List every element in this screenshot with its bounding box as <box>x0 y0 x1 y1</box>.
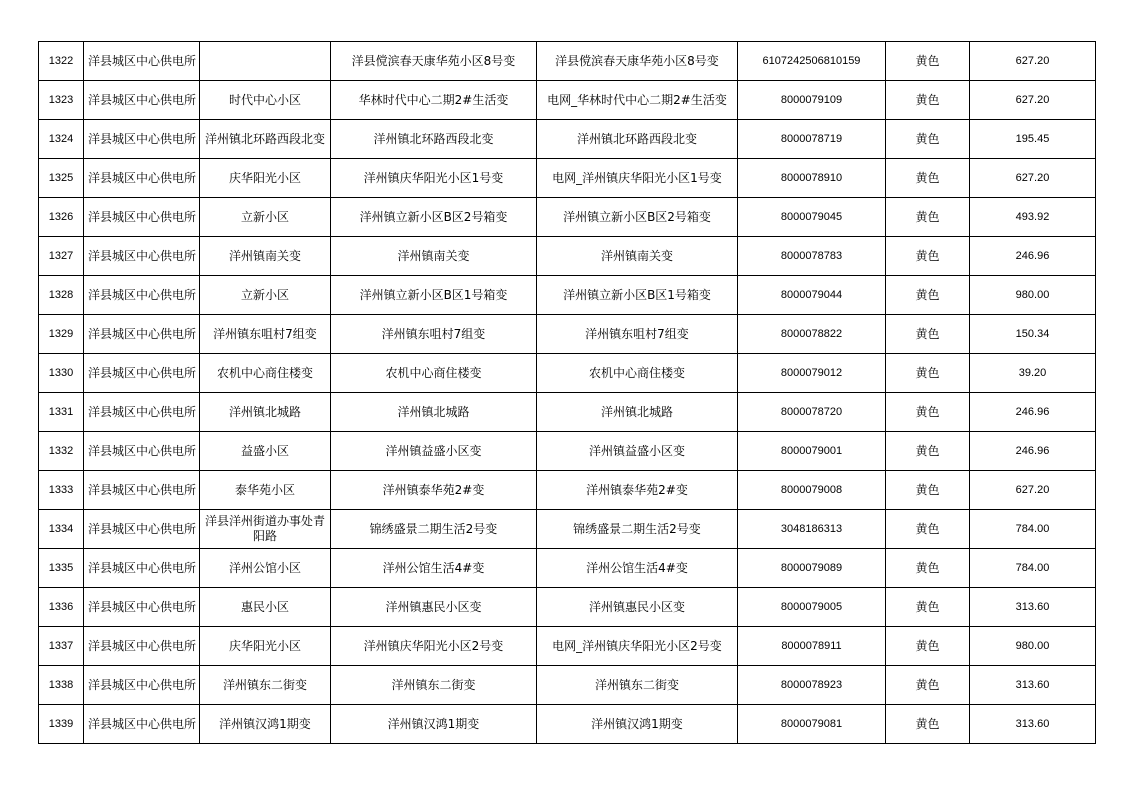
table-row <box>39 588 1096 627</box>
row-number-cell: 1337 <box>39 627 84 666</box>
account-cell: 洋州镇立新小区B区1号箱变 <box>537 276 738 315</box>
table-row <box>39 120 1096 159</box>
transformer-cell: 锦绣盛景二期生活2号变 <box>331 510 537 549</box>
code-cell: 8000079109 <box>738 81 886 120</box>
amount-cell: 150.34 <box>970 315 1096 354</box>
account-cell: 洋州公馆生活4#变 <box>537 549 738 588</box>
row-number-cell: 1323 <box>39 81 84 120</box>
unit-cell: 洋县城区中心供电所 <box>84 510 200 549</box>
account-cell: 电网_洋州镇庆华阳光小区2号变 <box>537 627 738 666</box>
table-row <box>39 666 1096 705</box>
unit-cell: 洋县城区中心供电所 <box>84 354 200 393</box>
area-cell: 庆华阳光小区 <box>200 627 331 666</box>
table-row <box>39 315 1096 354</box>
area-cell: 立新小区 <box>200 198 331 237</box>
color-cell: 黄色 <box>886 42 970 81</box>
amount-cell: 246.96 <box>970 432 1096 471</box>
row-number-cell: 1328 <box>39 276 84 315</box>
transformer-cell: 洋州镇立新小区B区2号箱变 <box>331 198 537 237</box>
table-row <box>39 432 1096 471</box>
account-cell: 农机中心商住楼变 <box>537 354 738 393</box>
code-cell: 8000079012 <box>738 354 886 393</box>
transformer-cell: 洋州镇南关变 <box>331 237 537 276</box>
account-cell: 电网_华林时代中心二期2#生活变 <box>537 81 738 120</box>
table-row <box>39 393 1096 432</box>
color-cell: 黄色 <box>886 432 970 471</box>
unit-cell: 洋县城区中心供电所 <box>84 315 200 354</box>
row-number-cell: 1335 <box>39 549 84 588</box>
area-cell: 洋县洋州街道办事处青阳路 <box>200 510 331 549</box>
unit-cell: 洋县城区中心供电所 <box>84 81 200 120</box>
row-number-cell: 1338 <box>39 666 84 705</box>
code-cell: 8000078923 <box>738 666 886 705</box>
transformer-cell: 农机中心商住楼变 <box>331 354 537 393</box>
table-row <box>39 276 1096 315</box>
account-cell: 洋州镇东二街变 <box>537 666 738 705</box>
row-number-cell: 1327 <box>39 237 84 276</box>
row-number-cell: 1332 <box>39 432 84 471</box>
transformer-cell: 洋州镇汉鸿1期变 <box>331 705 537 744</box>
account-cell: 电网_洋州镇庆华阳光小区1号变 <box>537 159 738 198</box>
transformer-cell: 洋州镇立新小区B区1号箱变 <box>331 276 537 315</box>
account-cell: 洋州镇东咀村7组变 <box>537 315 738 354</box>
row-number-cell: 1339 <box>39 705 84 744</box>
unit-cell: 洋县城区中心供电所 <box>84 159 200 198</box>
color-cell: 黄色 <box>886 549 970 588</box>
code-cell: 8000079008 <box>738 471 886 510</box>
amount-cell: 313.60 <box>970 705 1096 744</box>
transformer-cell: 洋州镇北环路西段北变 <box>331 120 537 159</box>
area-cell: 洋州镇南关变 <box>200 237 331 276</box>
code-cell: 6107242506810159 <box>738 42 886 81</box>
unit-cell: 洋县城区中心供电所 <box>84 588 200 627</box>
table-row <box>39 471 1096 510</box>
code-cell: 8000079005 <box>738 588 886 627</box>
amount-cell: 980.00 <box>970 627 1096 666</box>
transformer-cell: 洋州镇庆华阳光小区1号变 <box>331 159 537 198</box>
amount-cell: 980.00 <box>970 276 1096 315</box>
code-cell: 8000079045 <box>738 198 886 237</box>
row-number-cell: 1336 <box>39 588 84 627</box>
code-cell: 8000078783 <box>738 237 886 276</box>
amount-cell: 627.20 <box>970 471 1096 510</box>
row-number-cell: 1322 <box>39 42 84 81</box>
color-cell: 黄色 <box>886 159 970 198</box>
transformer-cell: 洋县傥滨春天康华苑小区8号变 <box>331 42 537 81</box>
row-number-cell: 1324 <box>39 120 84 159</box>
table-body <box>39 42 1096 744</box>
amount-cell: 246.96 <box>970 393 1096 432</box>
table-row <box>39 705 1096 744</box>
code-cell: 8000078822 <box>738 315 886 354</box>
unit-cell: 洋县城区中心供电所 <box>84 393 200 432</box>
code-cell: 8000079044 <box>738 276 886 315</box>
amount-cell: 627.20 <box>970 42 1096 81</box>
color-cell: 黄色 <box>886 705 970 744</box>
row-number-cell: 1325 <box>39 159 84 198</box>
transformer-cell: 华林时代中心二期2#生活变 <box>331 81 537 120</box>
transformer-cell: 洋州镇庆华阳光小区2号变 <box>331 627 537 666</box>
area-cell: 惠民小区 <box>200 588 331 627</box>
unit-cell: 洋县城区中心供电所 <box>84 198 200 237</box>
area-cell: 泰华苑小区 <box>200 471 331 510</box>
code-cell: 8000078910 <box>738 159 886 198</box>
row-number-cell: 1326 <box>39 198 84 237</box>
unit-cell: 洋县城区中心供电所 <box>84 120 200 159</box>
transformer-cell: 洋州镇益盛小区变 <box>331 432 537 471</box>
amount-cell: 246.96 <box>970 237 1096 276</box>
unit-cell: 洋县城区中心供电所 <box>84 237 200 276</box>
unit-cell: 洋县城区中心供电所 <box>84 276 200 315</box>
account-cell: 洋州镇南关变 <box>537 237 738 276</box>
unit-cell: 洋县城区中心供电所 <box>84 549 200 588</box>
area-cell: 洋州镇北城路 <box>200 393 331 432</box>
table-row <box>39 237 1096 276</box>
row-number-cell: 1329 <box>39 315 84 354</box>
row-number-cell: 1330 <box>39 354 84 393</box>
amount-cell: 493.92 <box>970 198 1096 237</box>
table-row <box>39 549 1096 588</box>
unit-cell: 洋县城区中心供电所 <box>84 432 200 471</box>
account-cell: 锦绣盛景二期生活2号变 <box>537 510 738 549</box>
account-cell: 洋州镇北环路西段北变 <box>537 120 738 159</box>
account-cell: 洋州镇汉鸿1期变 <box>537 705 738 744</box>
amount-cell: 39.20 <box>970 354 1096 393</box>
color-cell: 黄色 <box>886 315 970 354</box>
color-cell: 黄色 <box>886 666 970 705</box>
table-row <box>39 198 1096 237</box>
color-cell: 黄色 <box>886 471 970 510</box>
color-cell: 黄色 <box>886 276 970 315</box>
transformer-cell: 洋州镇东二街变 <box>331 666 537 705</box>
code-cell: 8000079081 <box>738 705 886 744</box>
account-cell: 洋县傥滨春天康华苑小区8号变 <box>537 42 738 81</box>
color-cell: 黄色 <box>886 588 970 627</box>
transformer-cell: 洋州公馆生活4#变 <box>331 549 537 588</box>
code-cell: 8000078720 <box>738 393 886 432</box>
amount-cell: 627.20 <box>970 159 1096 198</box>
row-number-cell: 1331 <box>39 393 84 432</box>
table-row <box>39 81 1096 120</box>
table-row <box>39 159 1096 198</box>
color-cell: 黄色 <box>886 354 970 393</box>
transformer-cell: 洋州镇泰华苑2#变 <box>331 471 537 510</box>
area-cell <box>200 42 331 81</box>
area-cell: 农机中心商住楼变 <box>200 354 331 393</box>
table-row <box>39 627 1096 666</box>
unit-cell: 洋县城区中心供电所 <box>84 627 200 666</box>
unit-cell: 洋县城区中心供电所 <box>84 705 200 744</box>
area-cell: 立新小区 <box>200 276 331 315</box>
area-cell: 洋州镇北环路西段北变 <box>200 120 331 159</box>
color-cell: 黄色 <box>886 81 970 120</box>
area-cell: 庆华阳光小区 <box>200 159 331 198</box>
account-cell: 洋州镇泰华苑2#变 <box>537 471 738 510</box>
account-cell: 洋州镇益盛小区变 <box>537 432 738 471</box>
area-cell: 益盛小区 <box>200 432 331 471</box>
amount-cell: 627.20 <box>970 81 1096 120</box>
color-cell: 黄色 <box>886 393 970 432</box>
row-number-cell: 1334 <box>39 510 84 549</box>
code-cell: 8000079089 <box>738 549 886 588</box>
table-row <box>39 42 1096 81</box>
color-cell: 黄色 <box>886 120 970 159</box>
unit-cell: 洋县城区中心供电所 <box>84 471 200 510</box>
transformer-cell: 洋州镇惠民小区变 <box>331 588 537 627</box>
transformer-cell: 洋州镇东咀村7组变 <box>331 315 537 354</box>
table-row <box>39 510 1096 549</box>
color-cell: 黄色 <box>886 510 970 549</box>
code-cell: 8000078719 <box>738 120 886 159</box>
code-cell: 8000079001 <box>738 432 886 471</box>
color-cell: 黄色 <box>886 237 970 276</box>
unit-cell: 洋县城区中心供电所 <box>84 666 200 705</box>
amount-cell: 313.60 <box>970 588 1096 627</box>
area-cell: 洋州镇东咀村7组变 <box>200 315 331 354</box>
amount-cell: 313.60 <box>970 666 1096 705</box>
area-cell: 时代中心小区 <box>200 81 331 120</box>
area-cell: 洋州公馆小区 <box>200 549 331 588</box>
data-table <box>38 41 1096 744</box>
table-row <box>39 354 1096 393</box>
unit-cell: 洋县城区中心供电所 <box>84 42 200 81</box>
amount-cell: 195.45 <box>970 120 1096 159</box>
row-number-cell: 1333 <box>39 471 84 510</box>
area-cell: 洋州镇汉鸿1期变 <box>200 705 331 744</box>
account-cell: 洋州镇立新小区B区2号箱变 <box>537 198 738 237</box>
area-cell: 洋州镇东二街变 <box>200 666 331 705</box>
account-cell: 洋州镇北城路 <box>537 393 738 432</box>
amount-cell: 784.00 <box>970 510 1096 549</box>
transformer-cell: 洋州镇北城路 <box>331 393 537 432</box>
color-cell: 黄色 <box>886 627 970 666</box>
account-cell: 洋州镇惠民小区变 <box>537 588 738 627</box>
code-cell: 8000078911 <box>738 627 886 666</box>
color-cell: 黄色 <box>886 198 970 237</box>
code-cell: 3048186313 <box>738 510 886 549</box>
amount-cell: 784.00 <box>970 549 1096 588</box>
